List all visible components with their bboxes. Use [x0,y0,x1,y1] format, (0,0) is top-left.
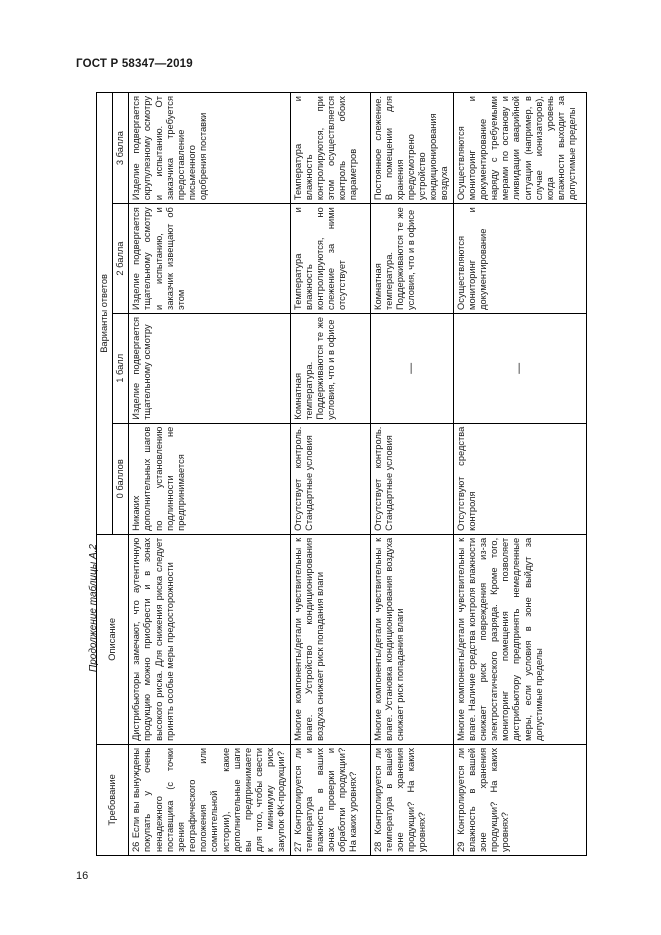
row-requirement: 27 Контролируется ли температура и влажность в ваших зонах проверки и обработки продукции? На каких уровнях? [290,744,370,855]
row-score-2: Комнатная температура. Поддерживаются те же условия, что и в офисе [370,204,453,314]
row-score-3: Постоянное слежение. В помещении для хранения предусмотрено устройство кондиционирования воздуха [370,93,453,204]
row-description: Многие компоненты/детали чувствительны к влаге. Устройство кондиционирования воздуха снижает риск попадания влаги [290,534,370,744]
header-score-2: 2 балла [113,204,129,314]
row-requirement: 28 Контролируется ли температура в вашей зоне хранения продукции? На каких уровнях? [370,744,453,855]
table-row [453,93,586,856]
document-header: ГОСТ Р 58347—2019 [76,58,193,70]
header-score-0: 0 баллов [113,423,129,534]
row-description: Дистрибьюторы замечают, что аутентичную продукцию можно приобрести и в зонах высокого риска. Для снижения риска следует принять особые меры предосторожности [129,534,290,744]
table-row [290,93,370,856]
row-score-1: — [453,313,586,423]
rotated-table-container [96,92,587,856]
requirements-table [96,92,587,856]
row-score-0: Отсутствуют средства контроля [453,423,586,534]
table-row [370,93,453,856]
row-score-1: — [370,313,453,423]
row-description: Многие компоненты/детали чувствительны к влаге. Установка кондиционирования воздуха снижает риск попадания влаги [370,534,453,744]
header-requirement: Требование [97,744,129,855]
row-score-3: Температура и влажность контролируются, при этом осуществляется контроль обоих параметров [290,93,370,204]
row-score-1: Изделие подвергается тщательному осмотру [129,313,290,423]
row-score-2: Изделие подвергается тщательному осмотру и испытанию, и заказчик извещают об этом [129,204,290,314]
row-score-2: Осуществляются мониторинг и документирование [453,204,586,314]
table-frame [96,92,587,856]
header-row-top [97,93,113,856]
header-variants: Варианты ответов [97,93,113,535]
row-score-2: Температура и влажность контролируются, но слежение за ними отсутствует [290,204,370,314]
row-score-0: Отсутствует контроль. Стандартные условия [370,423,453,534]
table-row [129,93,290,856]
header-score-1: 1 балл [113,313,129,423]
row-score-3: Изделие подвергается скрупулезному осмотру и испытанию. От заказчика требуется предоставление письменного одобрения поставки [129,93,290,204]
header-score-3: 3 балла [113,93,129,204]
row-requirement: 26 Если вы вынуждены покупать у очень ненадежного поставщика (с точки зрения географического положения или сомнительной истории), какие дополнительные шаги вы предпринимаете для того, чтобы свести к минимуму риск закупок ФК-продукции? [129,744,290,855]
row-score-0: Отсутствует контроль. Стандартные условия [290,423,370,534]
row-requirement: 29 Контролируется ли влажность в вашей зоне хранения продукции? На каких уровнях? [453,744,586,855]
row-score-0: Никаких дополнительных шагов по установлению подлинности не предпринимается [129,423,290,534]
row-score-3: Осуществляются мониторинг и документирование наряду с требуемыми мерами по останову и ликвидации аварийной ситуации (например, в случае ионизаторов), когда уровень влажности выходит за допустимые пределы [453,93,586,204]
page-number: 16 [76,870,89,882]
row-score-1: Комнатная температура. Поддерживаются те же условия, что и в офисе [290,313,370,423]
header-description: Описание [97,534,129,744]
table-caption: Продолжение таблицы А.2 [88,544,99,672]
row-description: Многие компоненты/детали чувствительны к влаге. Наличие средства контроля влажности снижает риск повреждения из-за электростатического разряда. Кроме того, мониторинг помещения позволяет дистрибьютору предпринять немедленные меры, если условия в зоне выйдут за допустимые пределы [453,534,586,744]
